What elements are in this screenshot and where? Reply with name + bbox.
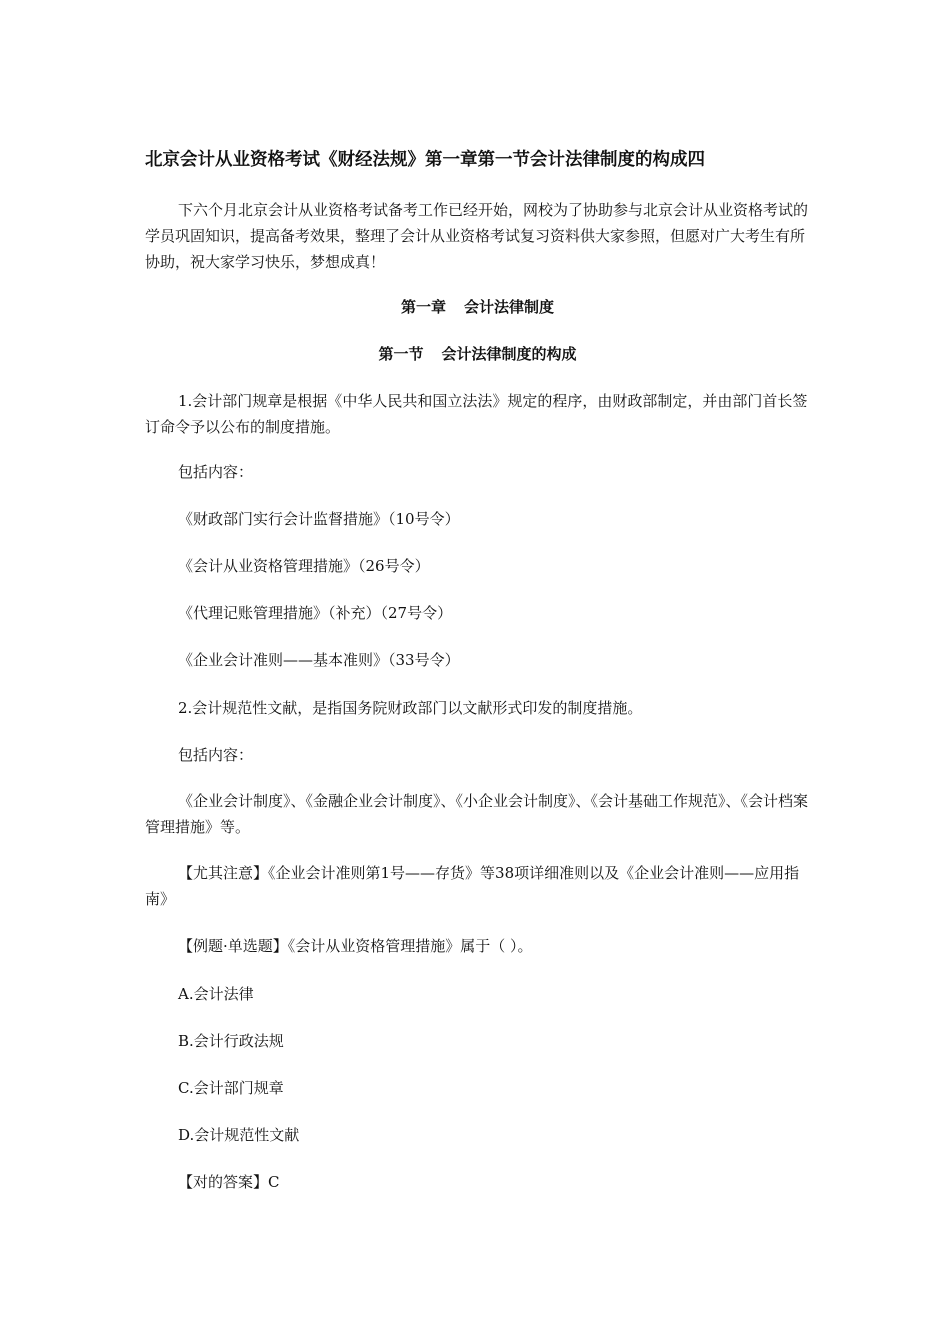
item-2-paragraph: 2.会计规范性文献，是指国务院财政部门以文献形式印发的制度措施。 <box>178 699 643 717</box>
chapter-name: 会计法律制度 <box>464 298 555 316</box>
option-item: D.会计规范性文献 <box>178 1126 300 1144</box>
section-heading <box>145 343 810 365</box>
option-item: A.会计法律 <box>178 985 254 1003</box>
chapter-number: 第一章 <box>400 298 446 316</box>
normative-docs-paragraph: 《企业会计制度》、《金融企业会计制度》、《小企业会计制度》、《会计基础工作规范》、《会计档案管理措施》等。 <box>145 792 809 836</box>
special-note-paragraph: 【尤其注意】《企业会计准则第1号——存货》等38项详细准则以及《企业会计准则——应用指南》 <box>145 864 800 908</box>
regulation-item: 《会计从业资格管理措施》（26号令） <box>178 557 430 575</box>
intro-paragraph: 下六个月北京会计从业资格考试备考工作已经开始，网校为了协助参与北京会计从业资格考试的学员巩固知识，提高备考效果，整理了会计从业资格考试复习资料供大家参照，但愿对广大考生有所协助，祝大家学习快乐，梦想成真！ <box>145 201 809 271</box>
answer-line: 【对的答案】C <box>178 1173 280 1191</box>
option-item: C.会计部门规章 <box>178 1079 284 1097</box>
chapter-heading <box>145 296 810 318</box>
regulation-item: 《代理记账管理措施》（补充）（27号令） <box>178 604 453 622</box>
regulation-item: 《财政部门实行会计监督措施》（10号令） <box>178 510 460 528</box>
includes-label-1: 包括内容： <box>178 463 254 481</box>
includes-label-2: 包括内容： <box>178 746 254 764</box>
section-number: 第一节 <box>378 345 424 363</box>
example-question: 【例题·单选题】《会计从业资格管理措施》属于（ ）。 <box>178 937 533 955</box>
regulation-item: 《企业会计准则——基本准则》（33号令） <box>178 651 460 669</box>
section-name: 会计法律制度的构成 <box>441 345 577 363</box>
option-item: B.会计行政法规 <box>178 1032 284 1050</box>
document-title: 北京会计从业资格考试《财经法规》第一章第一节会计法律制度的构成四 <box>145 150 705 170</box>
item-1-paragraph: 1.会计部门规章是根据《中华人民共和国立法法》规定的程序，由财政部制定，并由部门首长签订命令予以公布的制度措施。 <box>145 392 808 436</box>
